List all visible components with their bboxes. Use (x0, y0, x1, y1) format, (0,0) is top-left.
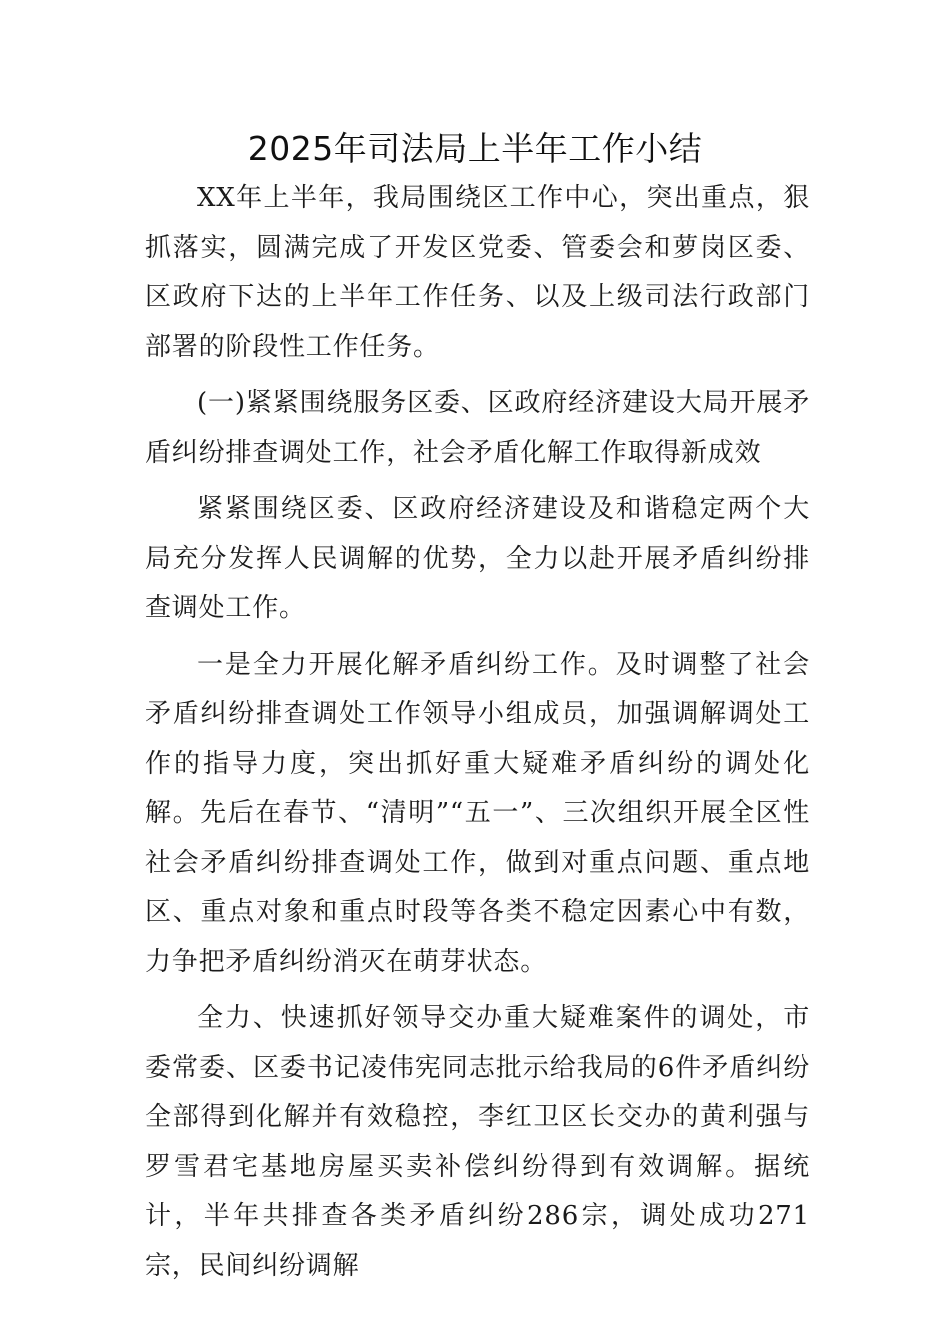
paragraph-overview: 紧紧围绕区委、区政府经济建设及和谐稳定两个大局充分发挥人民调解的优势，全力以赴开展矛盾纠纷排查调处工作。 (145, 494, 810, 623)
document-title: 2025年司法局上半年工作小结 (247, 129, 703, 168)
paragraph-point-one: 一是全力开展化解矛盾纠纷工作。及时调整了社会矛盾纠纷排查调处工作领导小组成员，加强调解调处工作的指导力度，突出抓好重大疑难矛盾纠纷的调处化解。先后在春节、“清明”“五一”、三次组织开展全区性社会矛盾纠纷排查调处工作，做到对重点问题、重点地区、重点对象和重点时段等各类不稳定因素心中有数，力争把矛盾纠纷消灭在萌芽状态。 (145, 649, 810, 977)
document-body (145, 174, 810, 1298)
paragraph-section-heading: (一)紧紧围绕服务区委、区政府经济建设大局开展矛盾纠纷排查调处工作，社会矛盾化解工作取得新成效 (145, 388, 810, 468)
paragraph-intro: XX年上半年，我局围绕区工作中心，突出重点，狠抓落实，圆满完成了开发区党委、管委会和萝岗区委、区政府下达的上半年工作任务、以及上级司法行政部门部署的阶段性工作任务。 (145, 183, 810, 362)
paragraph-cases: 全力、快速抓好领导交办重大疑难案件的调处，市委常委、区委书记凌伟宪同志批示给我局的6件矛盾纠纷全部得到化解并有效稳控，李红卫区长交办的黄利强与罗雪君宅基地房屋买卖补偿纠纷得到有效调解。据统计，半年共排查各类矛盾纠纷286宗，调处成功271宗，民间纠纷调解 (145, 1003, 810, 1281)
